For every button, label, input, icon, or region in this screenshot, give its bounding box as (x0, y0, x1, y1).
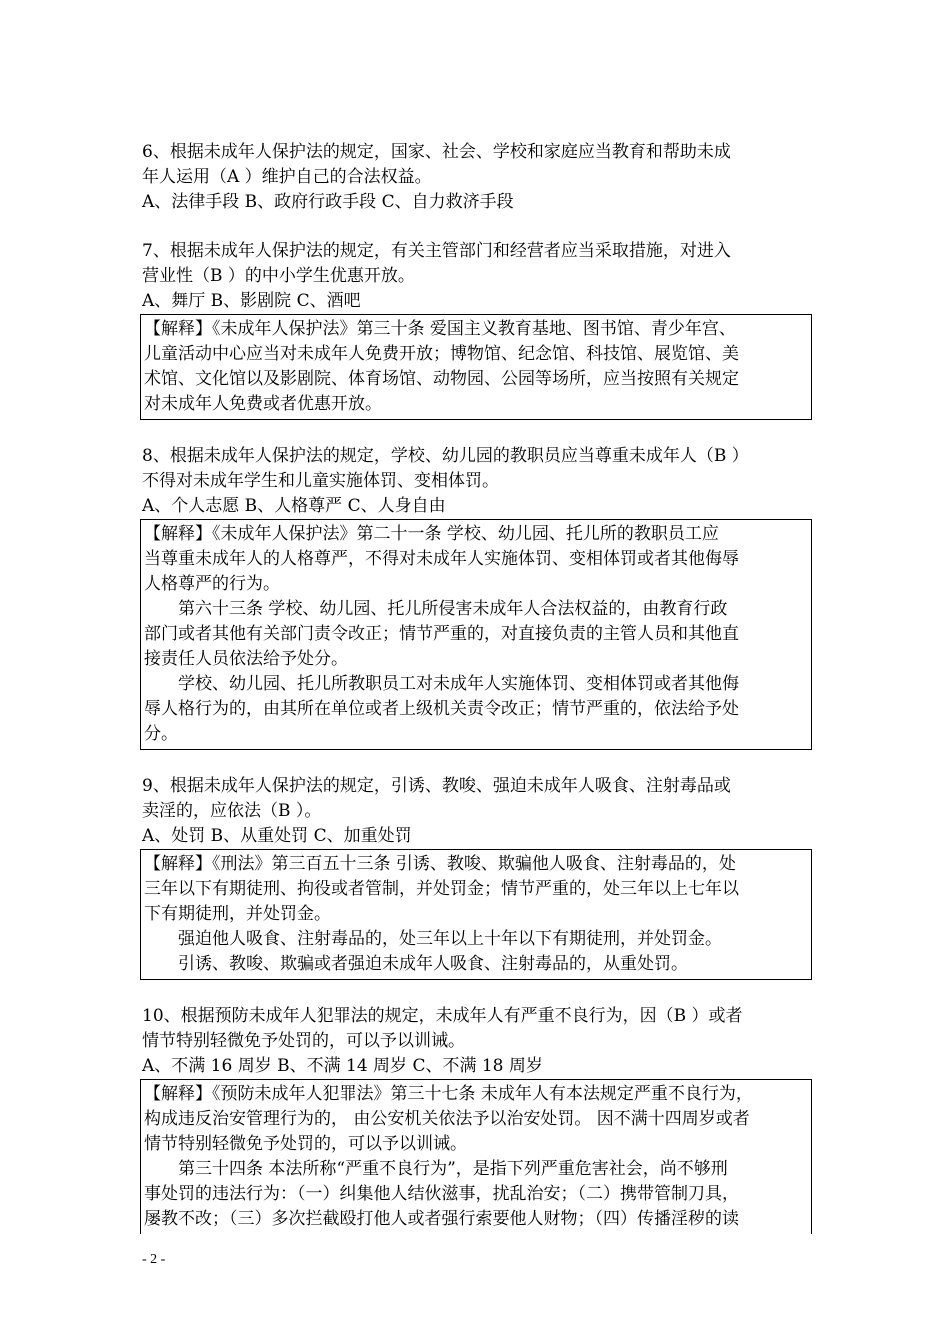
explanation-box (140, 519, 812, 750)
explanation-box (140, 1079, 812, 1234)
explanation-line: 情节特别轻微免予处罚的，可以予以训诫。 (144, 1134, 467, 1154)
explanation-line: 人格尊严的行为。 (144, 574, 280, 594)
question-7 (142, 239, 810, 420)
question-text: 年人运用（A ）维护自己的合法权益。 (142, 167, 432, 187)
question-text: 9、根据未成年人保护法的规定，引诱、教唆、强迫未成年人吸食、注射毒品或 (142, 776, 731, 796)
answer-options: A、个人志愿 B、人格尊严 C、人身自由 (142, 496, 446, 516)
answer-options: A、不满 16 周岁 B、不满 14 周岁 C、不满 18 周岁 (142, 1056, 543, 1076)
explanation-box (140, 849, 812, 980)
explanation-line: 【解释】《未成年人保护法》第三十条 爱国主义教育基地、图书馆、青少年宫、 (144, 319, 736, 339)
explanation-line: 三年以下有期徒刑、拘役或者管制，并处罚金；情节严重的，处三年以上七年以 (144, 879, 739, 899)
explanation-line: 【解释】《预防未成年人犯罪法》第三十七条 未成年人有本法规定严重不良行为， (144, 1084, 753, 1104)
explanation-line: 儿童活动中心应当对未成年人免费开放；博物馆、纪念馆、科技馆、展览馆、美 (144, 344, 739, 364)
explanation-line: 术馆、文化馆以及影剧院、体育场馆、动物园、公园等场所，应当按照有关规定 (144, 369, 739, 389)
explanation-line: 下有期徒刑，并处罚金。 (144, 904, 331, 924)
explanation-line: 引诱、教唆、欺骗或者强迫未成年人吸食、注射毒品的，从重处罚。 (178, 954, 688, 974)
explanation-line: 【解释】《刑法》第三百五十三条 引诱、教唆、欺骗他人吸食、注射毒品的，处 (144, 854, 736, 874)
explanation-line: 分。 (144, 724, 178, 744)
explanation-line: 学校、幼儿园、托儿所教职员工对未成年人实施体罚、变相体罚或者其他侮 (178, 674, 739, 694)
explanation-line: 事处罚的违法行为：（一）纠集他人结伙滋事，扰乱治安；（二）携带管制刀具， (144, 1184, 739, 1204)
explanation-line: 辱人格行为的，由其所在单位或者上级机关责令改正；情节严重的，依法给予处 (144, 699, 739, 719)
question-text: 营业性（B ）的中小学生优惠开放。 (142, 266, 415, 286)
page-number: - 2 - (142, 1252, 166, 1267)
answer-options: A、舞厅 B、影剧院 C、酒吧 (142, 291, 361, 311)
answer-options: A、法律手段 B、政府行政手段 C、自力救济手段 (142, 192, 514, 212)
question-text: 8、根据未成年人保护法的规定，学校、幼儿园的教职员应当尊重未成年人（B ） (142, 446, 749, 466)
explanation-line: 第三十四条 本法所称“严重不良行为”，是指下列严重危害社会，尚不够刑 (178, 1159, 728, 1179)
explanation-line: 对未成年人免费或者优惠开放。 (144, 394, 382, 414)
question-text: 7、根据未成年人保护法的规定，有关主管部门和经营者应当采取措施，对进入 (142, 241, 731, 261)
explanation-line: 【解释】《未成年人保护法》第二十一条 学校、幼儿园、托儿所的教职员工应 (144, 524, 719, 544)
question-10 (142, 1004, 810, 1234)
explanation-line: 当尊重未成年人的人格尊严，不得对未成年人实施体罚、变相体罚或者其他侮辱 (144, 549, 739, 569)
question-text: 不得对未成年学生和儿童实施体罚、变相体罚。 (142, 471, 499, 491)
explanation-line: 屡教不改；（三）多次拦截殴打他人或者强行索要他人财物；（四）传播淫秽的读 (144, 1209, 739, 1229)
question-9 (142, 774, 810, 980)
question-8 (142, 444, 810, 750)
explanation-box (140, 314, 812, 420)
document-page (142, 140, 810, 1234)
question-text: 卖淫的，应依法（B ）。 (142, 801, 322, 821)
question-text: 6、根据未成年人保护法的规定，国家、社会、学校和家庭应当教育和帮助未成 (142, 142, 731, 162)
answer-options: A、处罚 B、从重处罚 C、加重处罚 (142, 826, 412, 846)
explanation-line: 构成违反治安管理行为的， 由公安机关依法予以治安处罚。 因不满十四周岁或者 (144, 1109, 750, 1129)
question-text: 10、根据预防未成年人犯罪法的规定，未成年人有严重不良行为，因（B ）或者 (142, 1006, 743, 1026)
explanation-line: 强迫他人吸食、注射毒品的，处三年以上十年以下有期徒刑，并处罚金。 (178, 929, 722, 949)
explanation-line: 部门或者其他有关部门责令改正；情节严重的，对直接负责的主管人员和其他直 (144, 624, 739, 644)
explanation-line: 第六十三条 学校、幼儿园、托儿所侵害未成年人合法权益的，由教育行政 (178, 599, 728, 619)
question-6 (142, 140, 810, 215)
explanation-line: 接责任人员依法给予处分。 (144, 649, 348, 669)
question-text: 情节特别轻微免予处罚的，可以予以训诫。 (142, 1031, 465, 1051)
